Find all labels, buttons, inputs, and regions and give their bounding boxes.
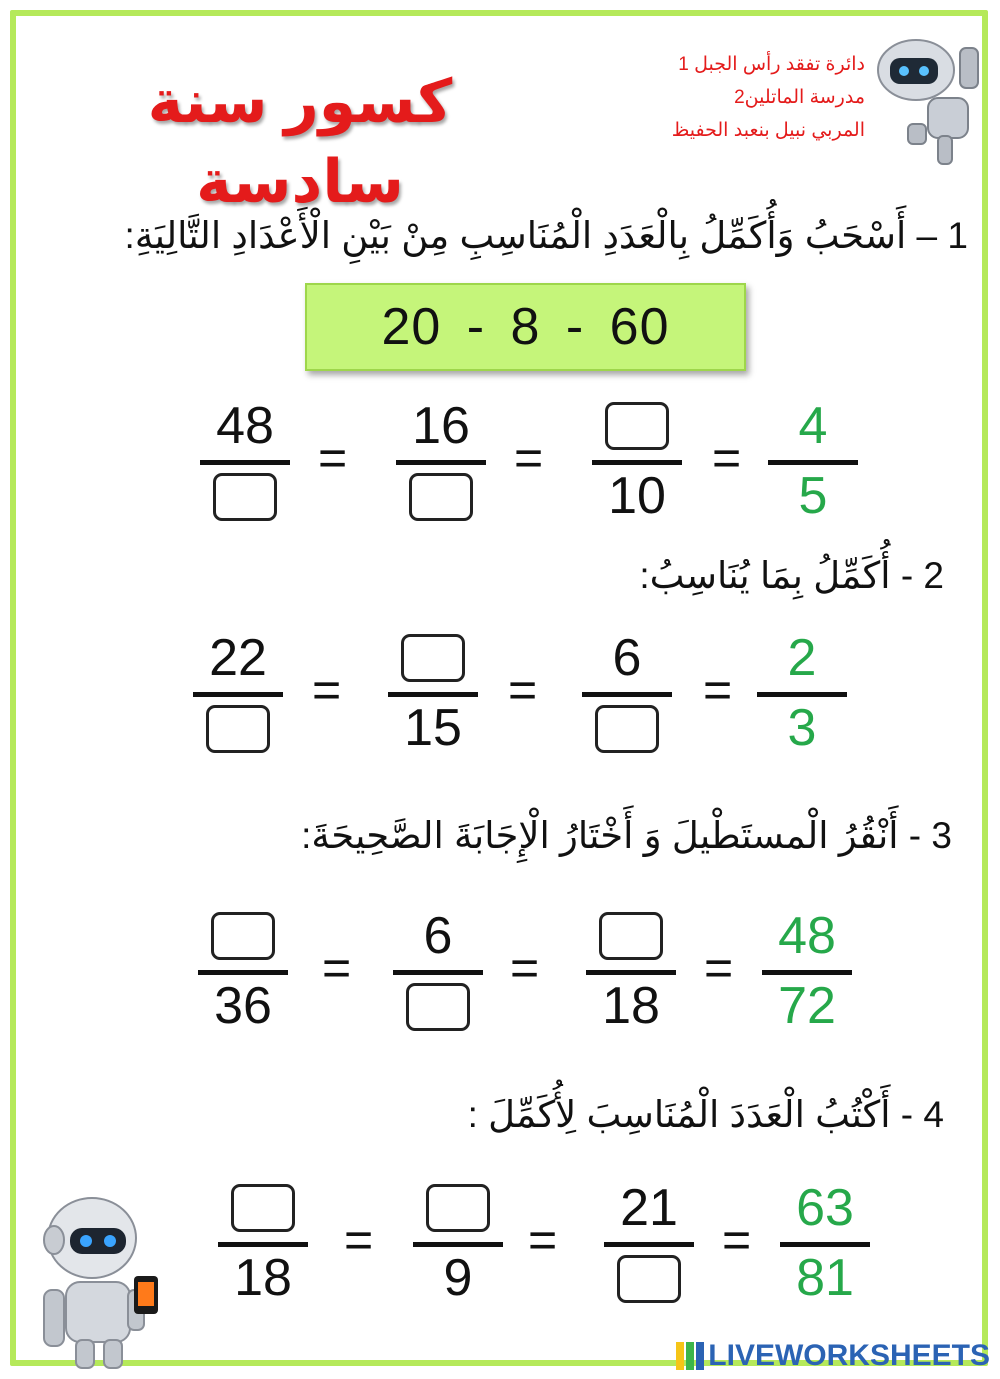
equals-sign: = — [344, 1212, 374, 1268]
numerator: 16 — [412, 397, 470, 455]
numerator: 2 — [787, 629, 817, 687]
answer-box[interactable] — [206, 705, 270, 753]
equals-sign: = — [703, 662, 733, 718]
answer-box[interactable] — [595, 705, 659, 753]
fraction-bar — [396, 460, 486, 465]
fraction-bar — [218, 1242, 308, 1247]
equals-sign: = — [318, 430, 348, 486]
watermark-text: LIVEWORKSHEETS — [708, 1339, 990, 1372]
denominator: 9 — [443, 1249, 473, 1307]
school-line-school: مدرسة الماتلين2 — [734, 87, 865, 108]
school-line-teacher: المربي نبيل بنعبد الحفيظ — [671, 120, 865, 141]
numerator: 6 — [612, 629, 642, 687]
numerator: 22 — [209, 629, 267, 687]
answer-box[interactable] — [211, 912, 275, 960]
answer-box[interactable] — [599, 912, 663, 960]
equals-sign: = — [722, 1212, 752, 1268]
choices-box: 20 - 8 - 60 — [305, 283, 746, 371]
equals-sign: = — [510, 940, 540, 996]
denominator: 36 — [214, 977, 272, 1035]
fraction-bar — [198, 970, 288, 975]
denominator: 18 — [602, 977, 660, 1035]
answer-box[interactable] — [409, 473, 473, 521]
answer-box[interactable] — [401, 634, 465, 682]
school-info — [600, 48, 865, 147]
denominator: 15 — [404, 699, 462, 757]
school-line-district: دائرة تفقد رأس الجبل 1 — [678, 54, 865, 75]
answer-box[interactable] — [617, 1255, 681, 1303]
numerator: 21 — [620, 1179, 678, 1237]
fraction-bar — [582, 692, 672, 697]
denominator: 18 — [234, 1249, 292, 1307]
fraction-bar — [393, 970, 483, 975]
answer-box[interactable] — [231, 1184, 295, 1232]
equals-sign: = — [704, 940, 734, 996]
numerator: 63 — [796, 1179, 854, 1237]
numerator: 4 — [798, 397, 828, 455]
fraction-bar — [413, 1242, 503, 1247]
denominator: 5 — [798, 467, 828, 525]
denominator: 81 — [796, 1249, 854, 1307]
equals-sign: = — [712, 430, 742, 486]
equals-sign: = — [514, 430, 544, 486]
fraction-bar — [762, 970, 852, 975]
instruction-2: 2 - أُكَمِّلُ بِمَا يُنَاسِبُ: — [639, 555, 944, 596]
instruction-4: 4 - أَكْتُبُ الْعَدَدَ الْمُنَاسِبَ لِأُكَمِّلَ : — [467, 1094, 944, 1135]
equals-sign: = — [322, 940, 352, 996]
denominator: 72 — [778, 977, 836, 1035]
fraction-bar — [757, 692, 847, 697]
fraction-bar — [200, 460, 290, 465]
fraction-bar — [388, 692, 478, 697]
equals-sign: = — [508, 662, 538, 718]
numerator: 48 — [216, 397, 274, 455]
robot-with-phone-icon — [22, 1190, 182, 1370]
numerator: 6 — [423, 907, 453, 965]
fraction-bar — [586, 970, 676, 975]
instruction-1: 1 – أَسْحَبُ وَأُكَمِّلُ بِالْعَدَدِ الْمُنَاسِبِ مِنْ بَيْنِ الْأَعْدَادِ التَّالِيَةِ: — [124, 215, 968, 256]
numerator: 48 — [778, 907, 836, 965]
equals-sign: = — [312, 662, 342, 718]
answer-box[interactable] — [426, 1184, 490, 1232]
fraction-bar — [604, 1242, 694, 1247]
liveworksheets-logo-icon — [675, 1341, 705, 1371]
robot-icon — [868, 28, 986, 166]
worksheet-title: كسور سنة سادسة — [147, 68, 453, 215]
fraction-bar — [780, 1242, 870, 1247]
denominator: 3 — [787, 699, 817, 757]
equals-sign: = — [528, 1212, 558, 1268]
instruction-3: 3 - أَنْقُرُ الْمستَطْيلَ وَ أَخْتَارُ الْإِجَابَةَ الصَّحِيحَةَ: — [301, 815, 952, 856]
denominator: 10 — [608, 467, 666, 525]
fraction-bar — [592, 460, 682, 465]
fraction-bar — [768, 460, 858, 465]
answer-box[interactable] — [406, 983, 470, 1031]
watermark — [675, 1338, 990, 1374]
answer-box[interactable] — [213, 473, 277, 521]
answer-box[interactable] — [605, 402, 669, 450]
fraction-bar — [193, 692, 283, 697]
